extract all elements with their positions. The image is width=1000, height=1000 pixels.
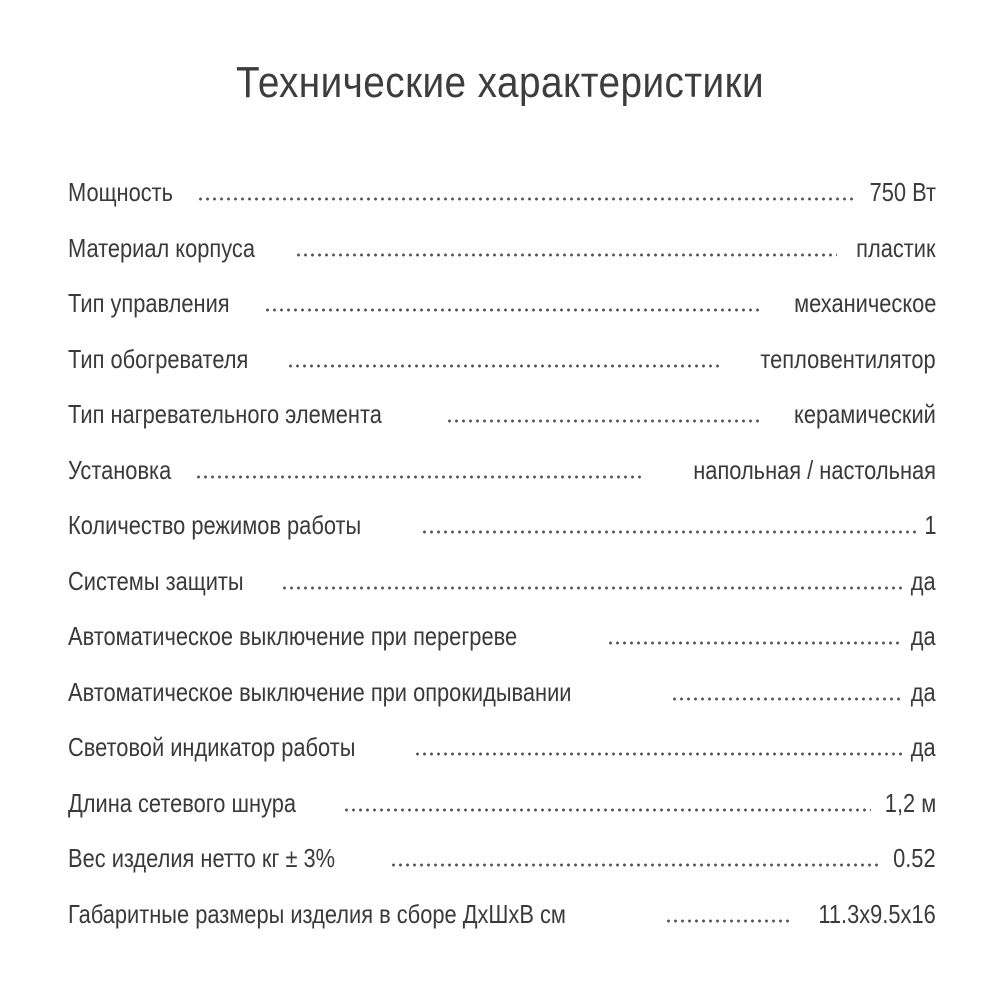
spec-value: 1,2 м: [884, 787, 936, 818]
spec-value: да: [911, 565, 936, 596]
spec-label: Системы защиты: [68, 565, 244, 596]
spec-label: Автоматическое выключение при перегреве: [68, 621, 518, 651]
spec-label: Тип управления: [68, 288, 230, 318]
spec-value: да: [911, 732, 936, 762]
dotted-leader: [343, 808, 870, 812]
spec-label: Мощность: [68, 177, 174, 207]
dotted-leader: [197, 197, 853, 201]
spec-row: [68, 831, 936, 887]
spec-value: да: [911, 621, 936, 651]
spec-row: [68, 498, 936, 554]
spec-list: [68, 165, 936, 942]
spec-label: Длина сетевого шнура: [68, 787, 297, 818]
spec-value: 0.52: [893, 843, 936, 873]
spec-row: [68, 776, 936, 832]
dotted-leader: [264, 308, 762, 312]
spec-row: [68, 165, 936, 221]
spec-row: [68, 720, 936, 776]
dotted-leader: [446, 419, 763, 423]
spec-value: тепловентилятор: [760, 343, 936, 374]
spec-row: [68, 387, 936, 443]
spec-value: напольная / настольная: [693, 454, 936, 485]
spec-value: керамический: [794, 399, 936, 429]
dotted-leader: [665, 919, 792, 923]
spec-row: [68, 887, 936, 943]
spec-value: 750 Вт: [869, 177, 936, 207]
dotted-leader: [195, 475, 643, 479]
spec-label: Установка: [68, 454, 172, 485]
spec-row: [68, 332, 936, 388]
dotted-leader: [390, 863, 881, 867]
dotted-leader: [607, 641, 903, 645]
spec-label: Тип обогревателя: [68, 343, 249, 374]
dotted-leader: [281, 586, 902, 590]
spec-label: Вес изделия нетто кг ± 3%: [68, 843, 336, 873]
spec-value: пластик: [856, 232, 936, 263]
spec-row: [68, 609, 936, 665]
spec-row: [68, 443, 936, 499]
spec-label: Тип нагревательного элемента: [68, 399, 382, 429]
spec-label: Материал корпуса: [68, 232, 255, 263]
spec-value: 11.3х9.5х16: [818, 898, 936, 929]
spec-label: Количество режимов работы: [68, 510, 362, 540]
dotted-leader: [414, 752, 902, 756]
spec-row: [68, 554, 936, 610]
spec-value: 1: [923, 510, 936, 540]
spec-value: да: [911, 676, 936, 707]
dotted-leader: [287, 364, 724, 368]
dotted-leader: [671, 697, 902, 701]
spec-row: [68, 276, 936, 332]
spec-row: [68, 665, 936, 721]
spec-value: механическое: [793, 288, 936, 318]
page-title: Технические характеристики: [235, 58, 765, 107]
spec-row: [68, 221, 936, 277]
spec-label: Габаритные размеры изделия в сборе ДхШхВ см: [68, 898, 566, 929]
spec-label: Световой индикатор работы: [68, 732, 356, 762]
spec-label: Автоматическое выключение при опрокидывании: [68, 676, 572, 707]
dotted-leader: [295, 253, 838, 257]
dotted-leader: [421, 530, 917, 534]
